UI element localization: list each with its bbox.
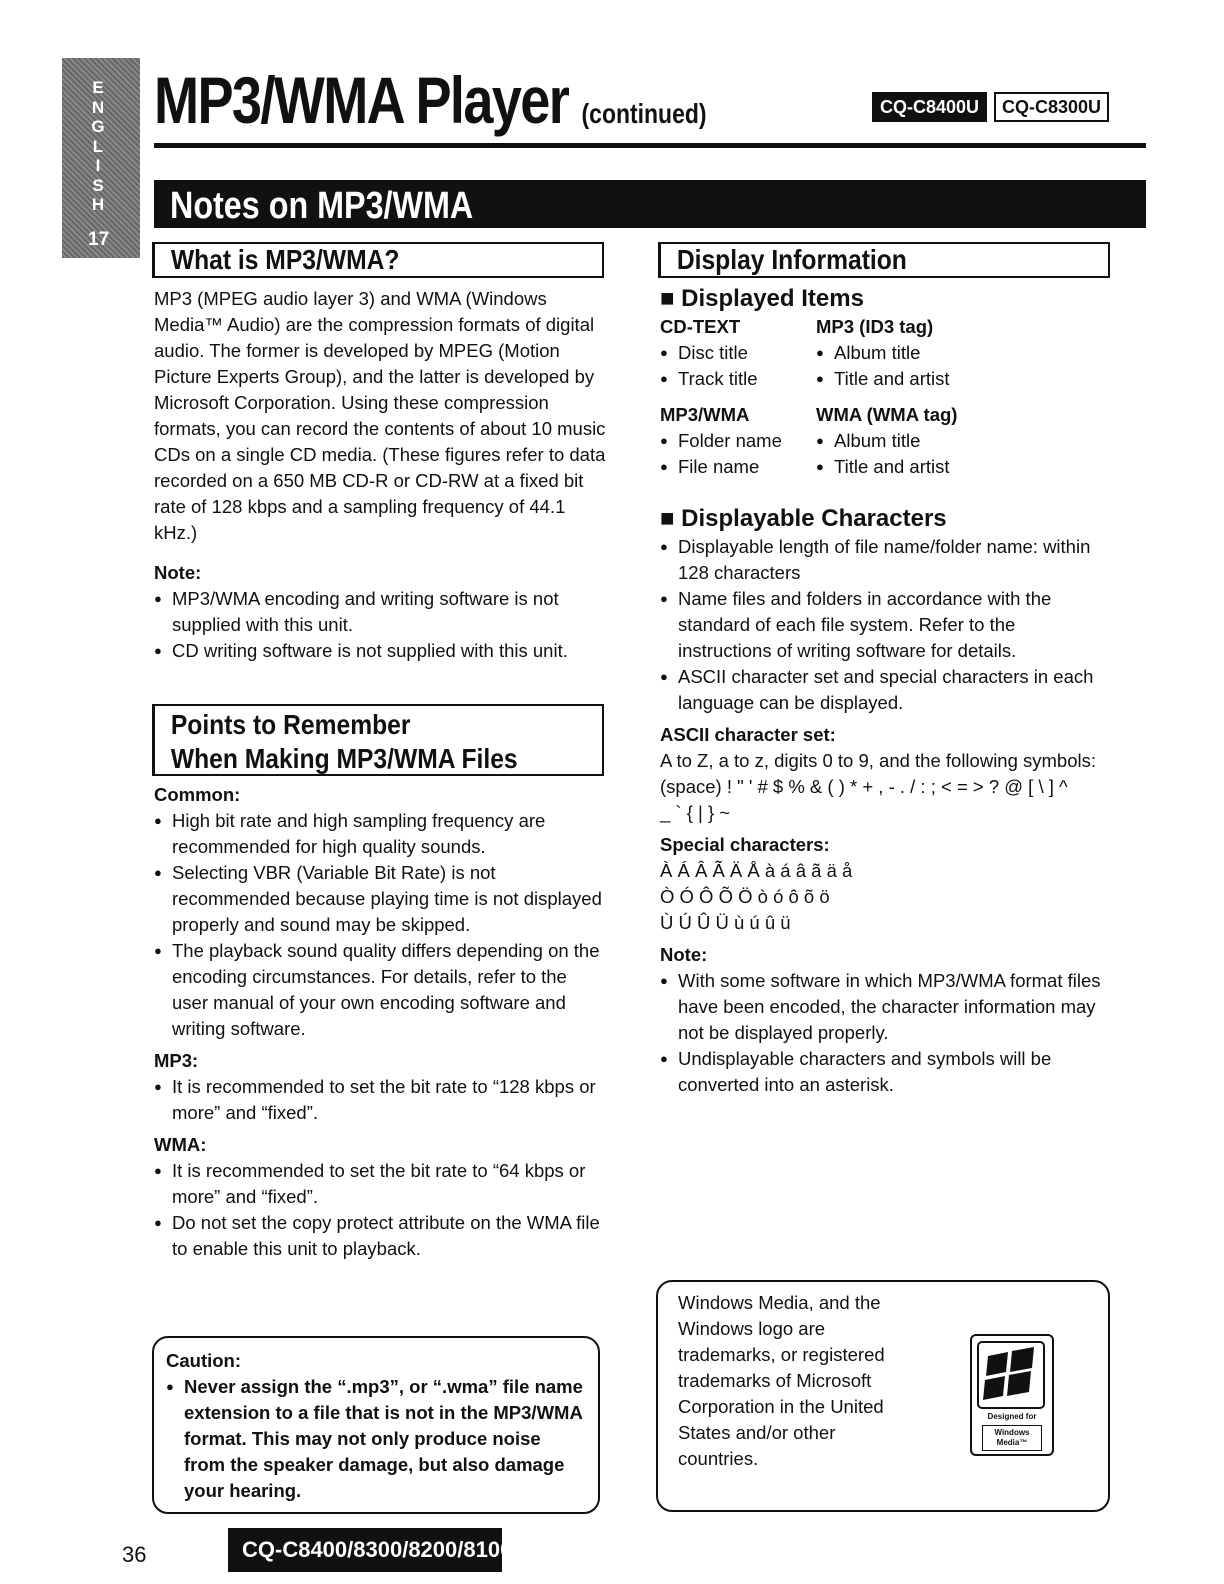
list-item: ● Folder name — [660, 428, 816, 454]
mp3id3-label: MP3 (ID3 tag) — [816, 316, 934, 337]
list-item: ● Undisplayable characters and symbols will be converted into an asterisk. — [660, 1046, 1112, 1098]
mp3wma-group — [660, 402, 816, 480]
page-title-suffix: (continued) — [581, 98, 707, 129]
list-item: ● Track title — [660, 366, 816, 392]
mp3id3-list — [816, 340, 950, 392]
model-badge-primary: CQ-C8400U — [872, 92, 987, 122]
list-item: ● ASCII character set and special characters in each language can be displayed. — [660, 664, 1112, 716]
what-section — [154, 286, 606, 664]
lang-letter: H — [91, 195, 105, 214]
display-heading-box — [658, 242, 1110, 278]
list-item: ● Album title — [816, 340, 950, 366]
note-label-right: Note: — [660, 944, 708, 965]
list-item: ● MP3/WMA encoding and writing software is not supplied with this unit. — [154, 586, 606, 638]
list-item: ● With some software in which MP3/WMA format files have been encoded, the character information may not be displayed properly. — [660, 968, 1112, 1046]
section-banner — [154, 180, 1146, 228]
special-chars-3: Ù Ú Û Ü ù ú û ü — [660, 912, 791, 933]
model-badge-secondary: CQ-C8300U — [994, 92, 1109, 122]
ascii-symbols-2: _ ` { | } ~ — [660, 802, 731, 823]
wmatag-group — [816, 402, 957, 480]
caution-label: Caution: — [166, 1350, 242, 1371]
display-section — [660, 284, 1112, 1098]
mp3wma-label: MP3/WMA — [660, 404, 750, 425]
list-item: ● It is recommended to set the bit rate to “128 kbps or more” and “fixed”. — [154, 1074, 606, 1126]
wma-list — [154, 1158, 606, 1262]
lang-letter: S — [92, 175, 104, 195]
list-item: ● Do not set the copy protect attribute on the WMA file to enable this unit to playback. — [154, 1210, 606, 1262]
footer-model-band: CQ-C8400/8300/8200/8100U — [228, 1528, 502, 1572]
list-item: ● Displayable length of file name/folder name: within 128 characters — [660, 534, 1112, 586]
special-chars-1: À Á Â Ã Ä Å à á â ã ä å — [660, 860, 853, 881]
caution-box — [152, 1336, 600, 1514]
lang-letter: E — [92, 78, 104, 97]
cdtext-group — [660, 314, 816, 392]
what-heading-box — [152, 242, 604, 278]
ascii-body: A to Z, a to z, digits 0 to 9, and the following symbols: — [660, 750, 1097, 771]
what-heading: What is MP3/WMA? — [170, 244, 400, 275]
section-banner-label: Notes on MP3/WMA — [170, 185, 474, 227]
special-label: Special characters: — [660, 834, 830, 855]
lang-letter: I — [95, 156, 101, 175]
logo-line: Media™ — [996, 1438, 1028, 1447]
title-divider — [154, 143, 1146, 148]
wma-label: WMA: — [154, 1134, 207, 1155]
language-tab — [62, 58, 140, 258]
page-title-text: MP3/WMA Player — [154, 63, 569, 137]
mp3-label: MP3: — [154, 1050, 199, 1071]
common-list — [154, 808, 606, 1042]
display-heading: Display Information — [676, 244, 907, 275]
notes-list — [154, 586, 606, 664]
lang-letter: G — [91, 117, 105, 136]
ascii-symbols-1: (space) ! " ' # $ % & ( ) * + , - . / : ; < = > ? @ [ \ ] ^ — [660, 776, 1068, 797]
displayable-heading-text: Displayable Characters — [681, 505, 947, 532]
notes-list-right — [660, 968, 1112, 1098]
mp3-list — [154, 1074, 606, 1126]
trademark-box — [656, 1280, 1110, 1512]
page-number: 36 — [122, 1542, 147, 1567]
cdtext-label: CD-TEXT — [660, 316, 741, 337]
displayed-items-heading-text: Displayed Items — [681, 285, 864, 312]
wmatag-label: WMA (WMA tag) — [816, 404, 958, 425]
list-item: ● File name — [660, 454, 816, 480]
mp3wma-list — [660, 428, 816, 480]
item-grid-row-1 — [660, 314, 1112, 392]
displayable-heading: ■ Displayable Characters — [660, 505, 947, 532]
list-item: ● Name files and folders in accordance with the standard of each file system. Refer to the instructions of writing software for details. — [660, 586, 1112, 664]
list-item: ● Disc title — [660, 340, 816, 366]
list-item: ● It is recommended to set the bit rate to “64 kbps or more” and “fixed”. — [154, 1158, 606, 1210]
points-section — [154, 782, 606, 1262]
list-item: ● Album title — [816, 428, 957, 454]
item-grid-row-2 — [660, 402, 1112, 480]
lang-letter: N — [91, 97, 105, 117]
caution-list — [166, 1374, 586, 1504]
displayable-list — [660, 534, 1112, 716]
points-heading-line-1: Points to Remember — [170, 709, 411, 740]
page-title — [154, 60, 707, 154]
list-item: ● Title and artist — [816, 454, 957, 480]
trademark-text: Windows Media, and the Windows logo are trademarks, or registered trademarks of Microsoft Corporation in the United States and/or other countries. — [678, 1292, 885, 1469]
what-body: MP3 (MPEG audio layer 3) and WMA (Windows Media™ Audio) are the compression formats of digital audio. The former is developed by MPEG (Motion Picture Experts Group), and the latter is developed by Microsoft Corporation. Using these compression formats, you can record the contents of about 10 music CDs on a single CD media. (These figures refer to data recorded on a 650 MB CD-R or CD-RW at a fixed bit rate of 128 kbps and a sampling frequency of 44.1 kHz.) — [154, 288, 606, 543]
cdtext-list — [660, 340, 816, 392]
wmatag-list — [816, 428, 957, 480]
logo-caption — [976, 1412, 1048, 1451]
list-item: ● Selecting VBR (Variable Bit Rate) is not recommended because playing time is not displayed properly and sound may be skipped. — [154, 860, 606, 938]
logo-badge — [982, 1425, 1042, 1451]
common-label: Common: — [154, 784, 241, 805]
special-chars-2: Ò Ó Ô Õ Ö ò ó ô õ ö — [660, 886, 830, 907]
points-heading-line-2: When Making MP3/WMA Files — [170, 743, 518, 774]
note-label: Note: — [154, 562, 202, 583]
logo-line: Windows — [994, 1428, 1030, 1437]
list-item: ● The playback sound quality differs depending on the encoding circumstances. For details, refer to the user manual of your own encoding software and writing software. — [154, 938, 606, 1042]
list-item: ● High bit rate and high sampling frequency are recommended for high quality sounds. — [154, 808, 606, 860]
windows-media-logo — [970, 1334, 1054, 1456]
list-item: ● Title and artist — [816, 366, 950, 392]
list-item: ● CD writing software is not supplied with this unit. — [154, 638, 606, 664]
lang-letter: L — [92, 136, 104, 156]
mp3id3-group — [816, 314, 950, 392]
displayed-items-heading: ■ Displayed Items — [660, 285, 864, 312]
ascii-label: ASCII character set: — [660, 724, 836, 745]
language-tab-page: 17 — [88, 229, 110, 250]
logo-line: Designed for — [987, 1412, 1037, 1421]
caution-text: ● Never assign the “.mp3”, or “.wma” file name extension to a file that is not in the MP3/WMA format. This may not only produce noise from the speaker damage, but also damage your hearing. — [166, 1374, 586, 1504]
points-heading-box — [152, 704, 604, 776]
